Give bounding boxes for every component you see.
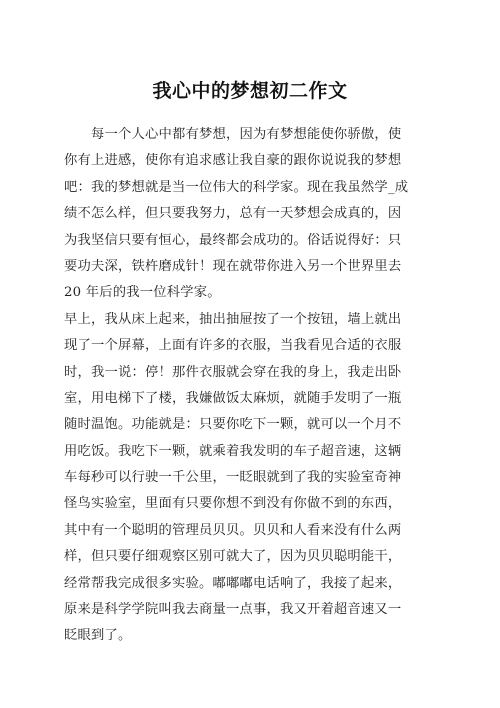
text-line: 20 年后的我一位科学家。 xyxy=(64,285,221,301)
text-line: 为我坚信只要有恒心，最终都会成功的。俗话说得好：只 xyxy=(64,232,402,248)
text-line: 要功夫深，铁杵磨成针！现在就带你进入另一个世界里去 xyxy=(64,258,402,274)
text-line: 经常帮我完成很多实验。嘟嘟嘟电话响了，我接了起来， xyxy=(64,575,402,591)
text-line: 怪鸟实验室，里面有只要你想不到没有你做不到的东西， xyxy=(64,496,402,512)
text-line: 每一个人心中都有梦想，因为有梦想能使你骄傲，使 xyxy=(64,127,402,142)
text-line: 其中有一个聪明的管理员贝贝。贝贝和人看来没有什么两 xyxy=(64,522,402,538)
text-line: 原来是科学学院叫我去商量一点事，我又开着超音速又一 xyxy=(64,602,402,618)
text-line: 车每秒可以行驶一千公里，一眨眼就到了我的实验室奇神 xyxy=(64,470,402,486)
text-line: 吧：我的梦想就是当一位伟大的科学家。现在我虽然学_成 xyxy=(64,179,409,195)
text-line: 现了一个屏幕，上面有许多的衣服，当我看见合适的衣服 xyxy=(64,338,402,354)
text-line: 绩不怎么样，但只要我努力，总有一天梦想会成真的，因 xyxy=(64,206,402,222)
text-line: 早上，我从床上起来，抽出抽屉按了一个按钮，墙上就出 xyxy=(64,311,402,327)
page-title: 我心中的梦想初二作文 xyxy=(152,80,348,102)
text-line: 随时温饱。功能就是：只要你吃下一颗，就可以一个月不 xyxy=(64,417,402,433)
text-line: 用吃饭。我吃下一颗，就乘着我发明的车子超音速，这辆 xyxy=(64,443,402,459)
text-line: 室，用电梯下了楼，我嫌做饭太麻烦，就随手发明了一瓶 xyxy=(64,390,402,406)
text-line: 眨眼到了。 xyxy=(64,628,132,644)
essay-body xyxy=(64,122,444,650)
text-line: 样，但只要仔细观察区别可就大了，因为贝贝聪明能干， xyxy=(64,549,402,565)
text-line: 时，我一说：停！那件衣服就会穿在我的身上，我走出卧 xyxy=(64,364,402,380)
text-line: 你有上进感，使你有追求感让我自豪的跟你说说我的梦想 xyxy=(64,153,402,169)
